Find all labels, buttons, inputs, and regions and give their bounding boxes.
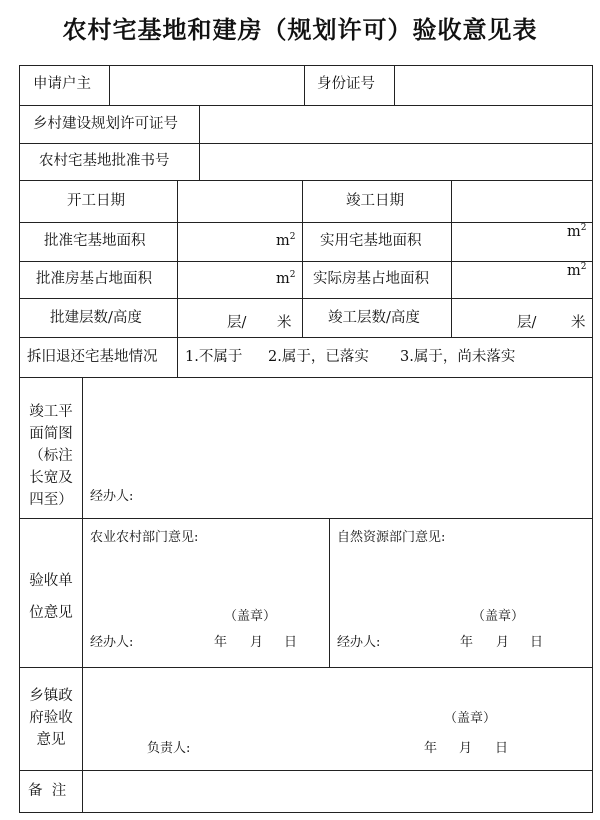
township-label-line: 府验收 bbox=[29, 710, 73, 726]
finish-date-field[interactable] bbox=[452, 181, 591, 222]
planning-permit-field[interactable] bbox=[200, 106, 591, 143]
homestead-approval-label: 农村宅基地批准书号 bbox=[39, 153, 170, 169]
acceptance-form-table bbox=[19, 65, 593, 813]
unit-sq: 2 bbox=[580, 262, 587, 272]
township-seal-label: （盖章） bbox=[444, 711, 497, 726]
township-opinion-label bbox=[23, 685, 79, 751]
plan-sketch-label bbox=[23, 401, 79, 511]
agri-month-label: 月 bbox=[250, 635, 264, 650]
unit-meter: 米 bbox=[571, 315, 586, 331]
nature-handler-label: 经办人: bbox=[337, 635, 381, 650]
demolition-label: 拆旧退还宅基地情况 bbox=[27, 349, 158, 365]
acceptance-label-line: 验收单 bbox=[29, 573, 73, 589]
unit-sq: 2 bbox=[289, 270, 296, 280]
remarks-label: 备 注 bbox=[28, 783, 67, 799]
agri-year-label: 年 bbox=[214, 635, 228, 650]
actual-building-area-unit bbox=[567, 262, 586, 279]
nature-dept-opinion-label: 自然资源部门意见: bbox=[337, 530, 446, 545]
finished-height-unit bbox=[571, 311, 586, 332]
homestead-approval-field[interactable] bbox=[200, 144, 591, 180]
unit-m: m bbox=[276, 270, 290, 287]
unit-sq: 2 bbox=[289, 232, 296, 242]
id-number-label: 身份证号 bbox=[317, 76, 375, 92]
actual-homestead-area-label: 实用宅基地面积 bbox=[320, 233, 422, 249]
approved-building-area-unit bbox=[276, 270, 295, 287]
id-number-field[interactable] bbox=[395, 66, 591, 105]
applicant-label: 申请户主 bbox=[33, 76, 91, 92]
unit-sq: 2 bbox=[580, 223, 587, 233]
plan-label-line: 面简图 bbox=[29, 426, 73, 442]
demolition-option-3[interactable]: 3.属于，尚未落实 bbox=[400, 349, 516, 365]
township-label-line: 乡镇政 bbox=[29, 688, 73, 704]
form-title: 农村宅基地和建房（规划许可）验收意见表 bbox=[62, 16, 538, 44]
approved-homestead-area-unit bbox=[276, 232, 295, 249]
nature-day-label: 日 bbox=[530, 635, 544, 650]
township-day-label: 日 bbox=[495, 741, 509, 756]
unit-floor: 层/ bbox=[227, 315, 247, 331]
demolition-option-1[interactable]: 1.不属于 bbox=[185, 349, 243, 365]
plan-label-line: 四至） bbox=[29, 492, 73, 508]
township-responsible-label: 负责人: bbox=[147, 741, 191, 756]
finish-date-label: 竣工日期 bbox=[346, 193, 404, 209]
unit-floor: 层/ bbox=[517, 315, 537, 331]
plan-handler-label: 经办人: bbox=[90, 489, 134, 504]
nature-seal-label: （盖章） bbox=[472, 609, 525, 624]
unit-meter: 米 bbox=[277, 315, 292, 331]
unit-m: m bbox=[567, 223, 581, 240]
demolition-option-2[interactable]: 2.属于，已落实 bbox=[268, 349, 369, 365]
plan-label-line: 长宽及 bbox=[29, 470, 73, 486]
agri-dept-opinion-label: 农业农村部门意见: bbox=[90, 530, 199, 545]
nature-year-label: 年 bbox=[460, 635, 474, 650]
plan-label-line: （标注 bbox=[29, 448, 73, 464]
acceptance-unit-label bbox=[23, 565, 79, 629]
unit-m: m bbox=[276, 232, 290, 249]
township-month-label: 月 bbox=[459, 741, 473, 756]
township-label-line: 意见 bbox=[36, 732, 66, 748]
nature-month-label: 月 bbox=[496, 635, 510, 650]
unit-m: m bbox=[567, 262, 581, 279]
finished-floors-unit bbox=[517, 311, 536, 332]
agri-seal-label: （盖章） bbox=[224, 609, 277, 624]
agri-handler-label: 经办人: bbox=[90, 635, 134, 650]
approved-floors-label: 批建层数/高度 bbox=[50, 310, 142, 326]
plan-sketch-area[interactable] bbox=[83, 378, 591, 518]
acceptance-label-line: 位意见 bbox=[29, 605, 73, 621]
remarks-field[interactable] bbox=[83, 771, 591, 812]
approved-building-area-label: 批准房基占地面积 bbox=[36, 271, 152, 287]
approved-height-unit bbox=[277, 311, 292, 332]
approved-floors-unit bbox=[227, 311, 246, 332]
township-year-label: 年 bbox=[424, 741, 438, 756]
start-date-field[interactable] bbox=[178, 181, 301, 222]
planning-permit-label: 乡村建设规划许可证号 bbox=[33, 116, 178, 132]
finished-floors-label: 竣工层数/高度 bbox=[328, 310, 420, 326]
approved-homestead-area-label: 批准宅基地面积 bbox=[44, 233, 146, 249]
start-date-label: 开工日期 bbox=[67, 193, 125, 209]
plan-label-line: 竣工平 bbox=[29, 404, 73, 420]
actual-homestead-area-unit bbox=[567, 223, 586, 240]
agri-day-label: 日 bbox=[284, 635, 298, 650]
actual-building-area-label: 实际房基占地面积 bbox=[313, 271, 429, 287]
applicant-field[interactable] bbox=[110, 66, 303, 105]
